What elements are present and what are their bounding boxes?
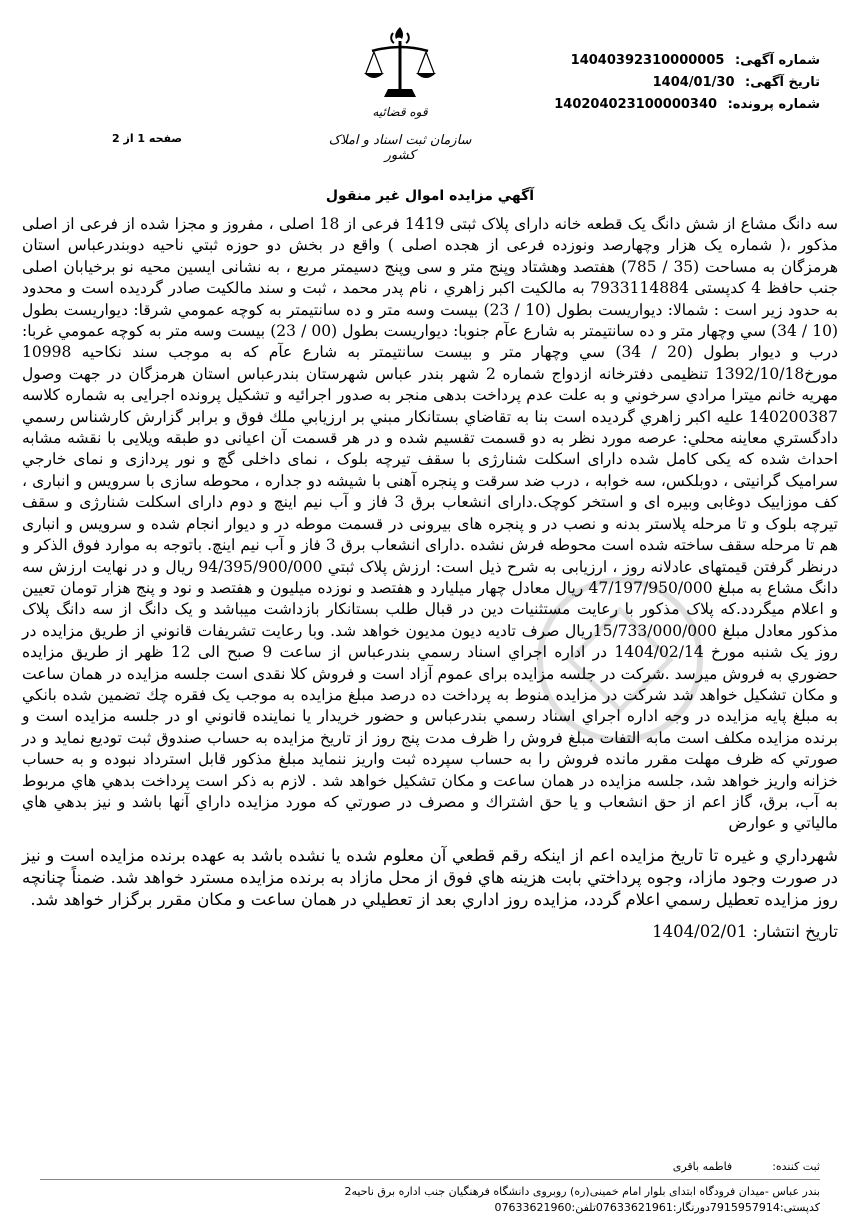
ad-number-row	[500, 50, 820, 72]
ad-date: 1404/01/30	[652, 75, 735, 90]
file-number-row	[500, 94, 820, 116]
ad-metadata	[500, 50, 820, 116]
page-number: صفحه 1 از 2	[112, 132, 183, 145]
registrar-label: ثبت کننده:	[772, 1160, 820, 1173]
publish-date: تاريخ انتشار: 1404/02/01	[652, 921, 838, 941]
ad-number-label: شماره آگهی:	[734, 53, 820, 68]
office-contact: کدپستی:7915957914دورنگار:07633621961تلفن:07633621960	[494, 1201, 820, 1214]
ad-date-row	[500, 72, 820, 94]
footer	[40, 1160, 820, 1216]
notice-paragraph-1: سه دانگ مشاع از شش دانگ یک قطعه خانه دارای پلاک ثبتی 1419 فرعی از 18 اصلی ، مفروز و مجزا شده از فرعی از اصلی مذکور ،( شماره یک هزار وچهارصد ونوزده فرعی از هجده اصلی ) واقع در بخش دو حوزه ثبتي ناحيه دوبندرعباس استان هرمزگان به مساحت (35 / 785) هفتصد وهشتاد وپنج متر و سی وپنج دسیمتر مربع ، به نشانی ایسین محیه نو برخیابان اصلی جنب حافظ 4 کدپستی 7933114884 به مالکیت اکبر زاهري ، نام پدر محمد ، ثبت و سند مالکیت صادر گردیده است و محدود به حدود زیر است : شمالا: دیواریست بطول (10 / 23) بیست وسه متر و ده سانتیمتر به کوچه عمومي شرقا: دیواریست بطول (10 / 34) سي وچهار متر و ده سانتيمتر به شارع عآم جنوبا: دیواریست بطول (00 / 23) بیست وسه متر به کوچه عمومي غربا: درب و دیوار بطول (20 / 34) سي وچهار متر و بيست سانتيمتر به شارع عآم كه به موجب سند نكاحيه 10998 مورخ1392/10/18 تنظیمی دفترخانه ازدواج شماره 2 شهر بندر عباس شهرستان بندرعباس استان هرمزگان در جهت وصول مهریه خانم ميترا مرادي سرخوني و به علت عدم پرداخت بدهی منجر به صدور اجرائیه و تشکیل پرونده اجرایی به شماره كلاسه 140200387 علیه اکبر زاهري گرديده است بنا به تقاضاي بستانكار مبني بر ارزيابي ملك فوق و برابر گزارش كارشناس رسمي دادگستري معاينه محلي: عرصه مورد نظر به دو قسمت تقسیم شده و در هر قسمت آن اعیانی دو طبقه ویلایی با نقشه مشابه احداث شده كه یکی كامل شده دارای اسکلت شنارژی با سقف تیرچه بلوک ، نمای داخلی گچ و نور پردازی و نمای خارجي سرامیک گرانیتی ، دوبلکس، سه خوابه ، درب ضد سرقت و پنجره آهنی با شیشه دو جداره ، محوطه سازی با سرویس و انباری ، کف موزاییک دوغابی وبیره ای و استخر کوچک.دارای انشعاب برق 3 فاز و آب نیم اینچ و دوم دارای اسکلت شنارژی و سقف تیرچه بلوک و تا مرحله پلاستر بدنه و نصب در و پنجره های بیرونی در قسمت موطه در و دیوار انجام شده و سرویس و انباری هم تا مرحله سقف ساخته شده است محوطه فرش نشده .دارای انشعاب برق 3 فاز و آب نیم اینچ. باتوجه به موارد فوق الذكر و درنظر گرفتن قیمتهای عادلانه روز ، ارزیابی به شرح ذیل است: ارزش پلاک ثبتي 94/395/900/000 ریال و در نهایت ارزش سه دانگ مشاع به مبلغ 47/197/950/000 ریال معادل چهار میلیارد و هفتصد و نوزده میلیون و هفتصد و نود و پنج هزار تومان تعیین و اعلام میگردد.که پلاک مذكور با رعایت مستثنیات دین در قبال طلب بستانکار بازداشت میباشد و یک دانگ از سه دانگ پلاک مذكور معادل مبلغ 15/733/000/000ریال صرف تادیه دیون مدیون خواهد شد. وبا رعايت تشريفات قانوني از طريق مزايده در روز یک شنبه مورخ 1404/02/14 در اداره اجراي اسناد رسمي بندرعباس از ساعت 9 صبح الی 12 ظهر از طريق مزايده حضوري به فروش ميرسد .شرکت در جلسه مزایده برای عموم آزاد است و فروش كلا نقدی است جلسه مزایده در همان ساعت و مکان تشکیل خواهد شد شركت در مزايده منوط به پرداخت ده درصد مبلغ مزايده به موجب يک فقره چك تضمين شده بانكي به مبلغ پايه مزايده در وجه اداره اجراي اسناد رسمي بندرعباس و حضور خريدار يا نماينده قانوني او در جلسه مزايده است و برنده مزايده مكلف است مابه التفات مبلغ فروش را ظرف مدت پنج روز از تاريخ مزايده به حساب صندوق ثبت توديع نمايد و در صورتي كه ظرف مهلت مقرر مانده فروش را به حساب سپرده ثبت واريز ننمايد مبلغ مذكور قابل استرداد نبوده و به حساب خزانه واريز خواهد شد، جلسه مزايده در همان ساعت و مكان تشكيل خواهد شد . لازم به ذكر است پرداخت بدهي هاي مربوط به آب، برق، گاز اعم از حق انشعاب و يا حق اشتراك و مصرف در صورتي كه مورد مزايده داراي آنها باشد و نيز بدهي هاي مالياتي و عوارض	[22, 215, 839, 833]
registrar-name: فاطمه باقری	[672, 1160, 733, 1173]
file-number: 140204023100000340	[554, 97, 718, 112]
notice-body	[22, 214, 838, 943]
footer-divider	[40, 1179, 820, 1180]
judiciary-emblem	[328, 25, 472, 163]
document-title: آگهي مزايده اموال غير منقول	[325, 188, 535, 204]
registrar-row	[40, 1160, 820, 1173]
header	[0, 0, 860, 175]
scales-of-justice-emblem-icon	[360, 25, 440, 103]
notice-paragraph-2: شهرداري و غيره تا تاريخ مزايده اعم از اينكه رقم قطعي آن معلوم شده يا نشده باشد به عهده برنده مزايده است و نيز در صورت وجود مازاد، وجوه پرداختي بابت هزينه هاي فوق از محل مازاد به برنده مزايده مسترد خواهد شد. ضمناً چنانچه روز مزايده تعطيل رسمي اعلام گردد، مزايده روز اداري بعد از تعطيلي در همان ساعت و مكان مقرر برگزار خواهد شد.	[22, 845, 838, 909]
ad-date-label: تاریخ آگهی:	[745, 75, 820, 90]
office-address: بندر عباس -ميدان فرودگاه ابتدای بلوار امام خمينی(ره) روبروی دانشگاه فرهنگيان جنب اداره برق ناحيه2	[344, 1185, 820, 1198]
ad-number: 14040392310000005	[570, 53, 725, 68]
organization-name: سازمان ثبت اسناد و املاک کشور	[328, 133, 472, 163]
judiciary-name: قوه قضائیه	[372, 105, 428, 119]
file-number-label: شماره پرونده:	[727, 97, 820, 112]
